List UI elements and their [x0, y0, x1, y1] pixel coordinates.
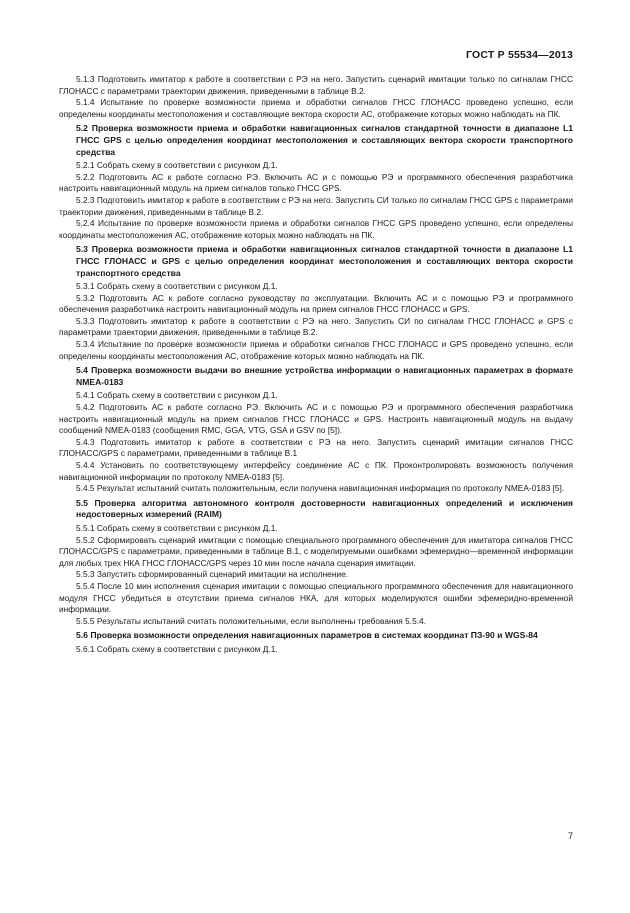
paragraph: 5.2.4 Испытание по проверке возможности приема и обработки сигналов ГНСС GPS проведено успешно, если определены координаты местоположения АС, отображение которых можно наблюдать на ПК.	[59, 218, 573, 240]
paragraph: 5.3.4 Испытание по проверке возможности приема и обработки сигналов ГНСС ГЛОНАСС и GPS проведено успешно, если определены координаты местоположения АС, отображение которых можно наблюдать на ПК.	[59, 339, 573, 361]
paragraph: 5.4.3 Подготовить имитатор к работе в соответствии с РЭ на него. Запустить сценарий имитации сигналов ГНСС ГЛОНАСС/GPS с параметрами, приведенными в таблице В.1	[59, 436, 573, 459]
paragraph: 5.3.2 Подготовить АС к работе согласно руководству по эксплуатации. Включить АС и с помощью РЭ и программного обеспечения разработчика настроить навигационный модуль на прием сигналов ГНСС ГЛОНАСС и GPS.	[59, 292, 573, 315]
section-heading: 5.5 Проверка алгоритма автономного контроля достоверности навигационных определений и исключения недостоверных измерений (RAIM)	[76, 497, 573, 520]
paragraph: 5.1.4 Испытание по проверке возможности приема и обработки сигналов ГНСС ГЛОНАСС проведено успешно, если определены координаты местоположения и составляющие вектора скорости АС, отображение которых можно наблюдать на ПК.	[59, 97, 573, 119]
paragraph: 5.2.3 Подготовить имитатор к работе в соответствии с РЭ на него. Запустить СИ только по сигналам ГНСС GPS с параметрами траектории движения, приведенными в таблице В.2.	[59, 194, 573, 217]
paragraph: 5.4.4 Установить по соответствующему интерфейсу соединение АС с ПК. Проконтролировать возможность получения навигационной информации по протоколу NMEA-0183 [5].	[59, 460, 573, 482]
paragraph: 5.2.2 Подготовить АС к работе согласно РЭ. Включить АС и с помощью РЭ и программного обеспечения разработчика настроить навигационный модуль на прием сигналов только ГНСС GPS.	[59, 171, 573, 194]
paragraph: 5.5.3 Запустить сформированный сценарий имитации на исполнение.	[76, 569, 349, 580]
paragraph: 5.5.5 Результаты испытаний считать положительными, если выполнены требования 5.5.4.	[76, 615, 427, 626]
section-heading: 5.6 Проверка возможности определения навигационных параметров в системах координат ПЗ-90 и WGS-84	[76, 630, 538, 641]
paragraph: 5.2.1 Собрать схему в соответствии с рисунком Д.1.	[76, 160, 278, 171]
standard-header: ГОСТ Р 55534—2013	[465, 49, 573, 61]
paragraph: 5.3.1 Собрать схему в соответствии с рисунком Д.1.	[76, 281, 278, 292]
paragraph: 5.3.3 Подготовить имитатор к работе в соответствии с РЭ на него. Запустить СИ по сигналам ГНСС ГЛОНАСС и GPS с параметрами траектории движения, приведенными в таблице В.2.	[59, 315, 573, 338]
paragraph: 5.6.1 Собрать схему в соответствии с рисунком Д.1.	[76, 643, 278, 654]
section-heading: 5.3 Проверка возможности приема и обработки навигационных сигналов стандартной точности в диапазоне L1 ГНСС ГЛОНАСС и GPS с целью определения координат местоположения и составляющих вектора скорости транспортного средства	[76, 244, 573, 278]
paragraph: 5.5.1 Собрать схему в соответствии с рисунком Д.1.	[76, 522, 278, 533]
paragraph: 5.1.3 Подготовить имитатор к работе в соответствии с РЭ на него. Запустить сценарий имитации только по сигналам ГНСС ГЛОНАСС с параметрами траектории движения, приведенными в таблице В.2.	[59, 74, 573, 96]
document-body	[59, 74, 573, 656]
paragraph: 5.4.1 Собрать схему в соответствии с рисунком Д.1.	[76, 390, 278, 401]
paragraph: 5.4.2 Подготовить АС к работе согласно РЭ. Включить АС и с помощью РЭ и программного обеспечения разработчика настроить навигационный модуль на прием сигналов ГНСС ГЛОНАСС и GPS. Настроить навигационный модуль на выдачу сообщений NMEA-0183 (сообщения RMC, GGA, VTG, GSA и GSV по [5]).	[59, 402, 573, 436]
paragraph: 5.5.4 После 10 мин исполнения сценария имитации с помощью специального программного обеспечения для навигационного модуля ГНСС убедиться в отсутствии приема сигналов НКА, для которых моделируются ошибки эфемеридно-временной информации.	[59, 580, 573, 615]
paragraph: 5.4.5 Результат испытаний считать положительным, если получена навигационная информация по протоколу NMEA-0183 [5].	[76, 483, 565, 494]
page-number: 7	[567, 831, 573, 841]
paragraph: 5.5.2 Сформировать сценарий имитации с помощью специального программного обеспечения для имитатора сигналов ГНСС ГЛОНАСС/GPS с параметрами, приведенными в таблице В.1, с моделируемыми ошибками эфемеридно—временной информации для любых трех НКА ГНСС ГЛОНАСС/GPS через 10 мин после начала сценария имитации.	[59, 534, 573, 568]
section-heading: 5.4 Проверка возможности выдачи во внешние устройства информации о навигационных параметрах в формате NMEA-0183	[76, 365, 573, 387]
section-heading: 5.2 Проверка возможности приема и обработки навигационных сигналов стандартной точности в диапазоне L1 ГНСС GPS с целью определения координат местоположения и составляющих вектора скорости транспортного средства	[76, 123, 573, 157]
